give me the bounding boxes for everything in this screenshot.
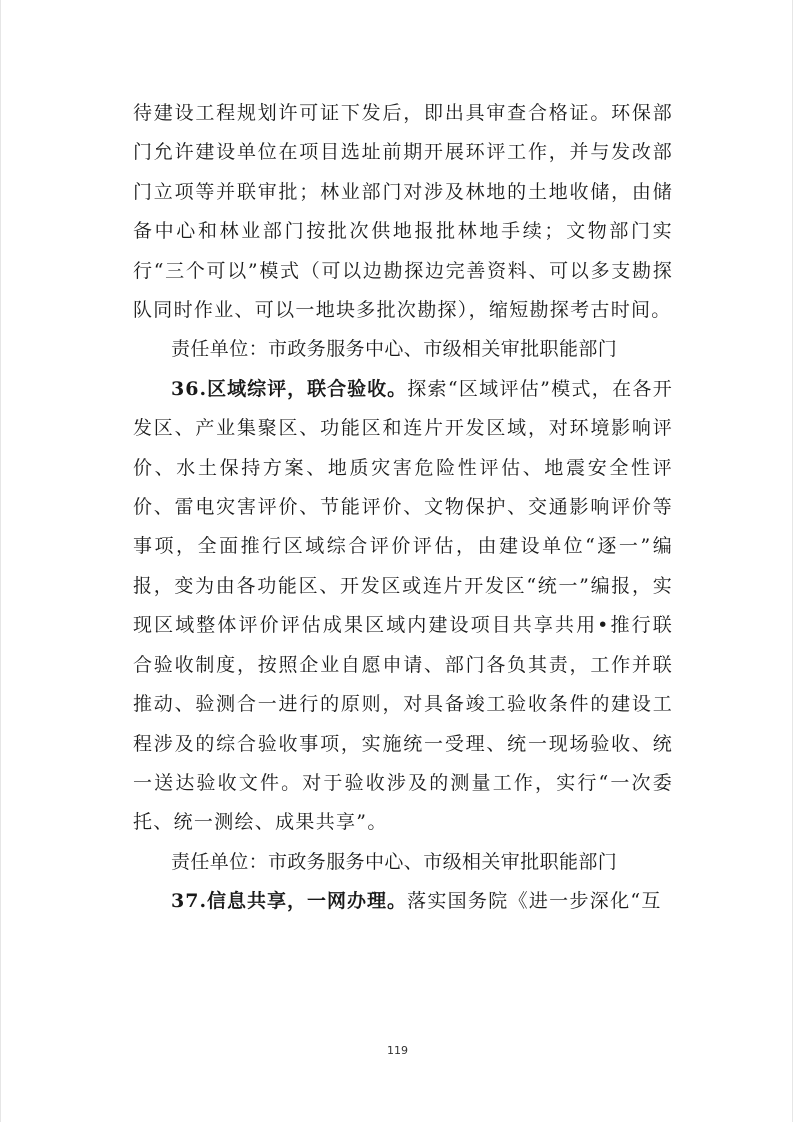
paragraph-text: 待建设工程规划许可证下发后，即出具审查合格证。环保部门允许建设单位在项目选址前期开展环评工作，并与发改部门立项等并联审批；林业部门对涉及林地的土地收储，由储备中心和林业部门按批次供地报批林地手续；文物部门实行“三个可以”模式（可以边勘探边完善资料、可以多支勘探队同时作业、可以一地块多批次勘探），缩短勘探考古时间。 [133, 102, 673, 322]
responsible-unit-line [133, 330, 673, 369]
document-body [133, 94, 673, 922]
item-37-text: 落实国务院《进一步深化“互 [407, 890, 662, 913]
item-36-text: 探索“区域评估”模式，在各开发区、产业集聚区、功能区和连片开发区域，对环境影响评价、水土保持方案、地质灾害危险性评估、地震安全性评价、雷电灾害评价、节能评价、文物保护、交通影响评价等事项，全面推行区域综合评价评估，由建设单位“逐一”编报，变为由各功能区、开发区或连片开发区“统一”编报，实现区域整体评价评估成果区域内建设项目共享共用•推行联合验收制度，按照企业自愿申请、部门各负其责，工作并联推动、验测合一进行的原则，对具备竣工验收条件的建设工程涉及的综合验收事项，实施统一受理、统一现场验收、统一送达验收文件。对于验收涉及的测量工作，实行“一次委托、统一测绘、成果共享”。 [133, 377, 673, 834]
paragraph-item-37 [133, 882, 673, 921]
responsible-unit-line [133, 843, 673, 882]
item-36-heading: 36.区域综评，联合验收。 [171, 377, 408, 400]
page-number: 119 [387, 1044, 408, 1057]
paragraph-item-36 [133, 370, 673, 843]
responsible-unit-text: 责任单位：市政务服务中心、市级相关审批职能部门 [171, 338, 618, 361]
item-37-heading: 37.信息共享，一网办理。 [171, 890, 408, 913]
responsible-unit-text: 责任单位：市政务服务中心、市级相关审批职能部门 [171, 850, 618, 873]
paragraph-approval-process [133, 94, 673, 330]
